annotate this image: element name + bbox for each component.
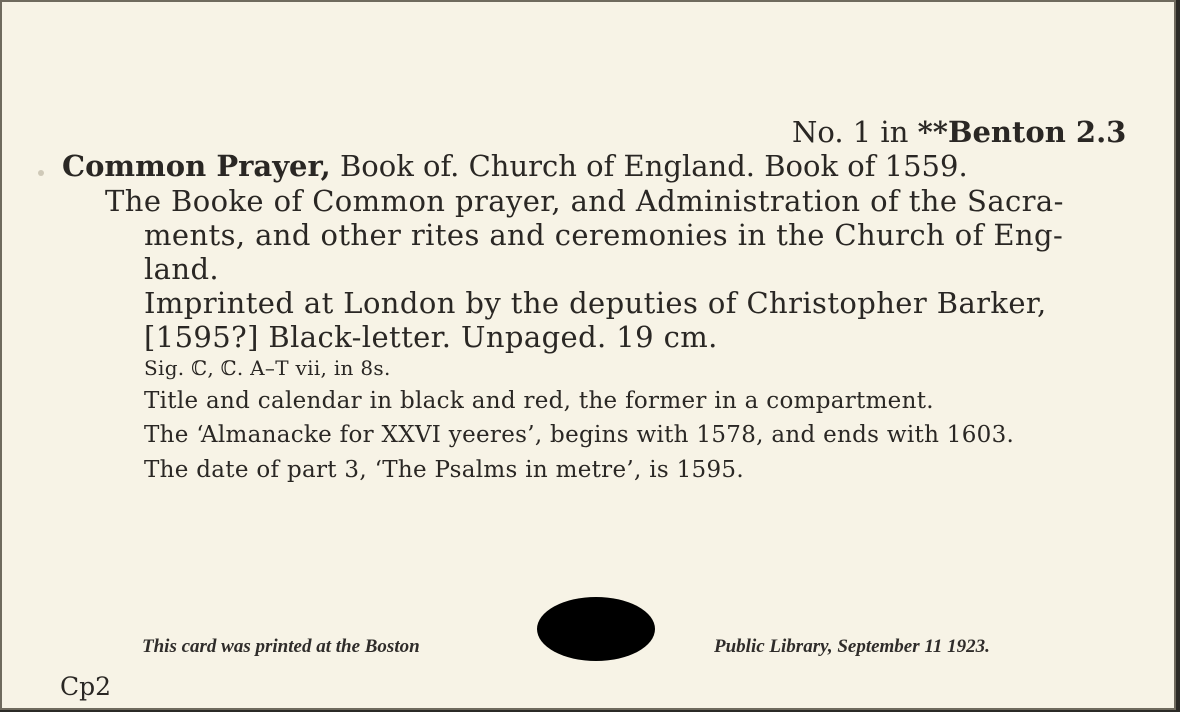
call-number xyxy=(792,115,1126,149)
signature-note: Sig. ℂ, ℂ. A–T vii, in 8s. xyxy=(144,356,391,380)
title-line: The Booke of Common prayer, and Administration of the Sacra- xyxy=(105,184,1064,218)
note-line: The ‘Almanacke for XXVI yeeres’, begins with 1578, and ends with 1603. xyxy=(144,422,1015,448)
heading-rest: Book of. Church of England. Book of 1559. xyxy=(330,149,968,183)
title-line: ments, and other rites and ceremonies in the Church of Eng- xyxy=(144,218,1064,252)
main-heading xyxy=(62,149,968,183)
footer-printed-left: This card was printed at the Boston xyxy=(142,636,420,657)
call-number-shelf: **Benton 2.3 xyxy=(917,115,1127,149)
title-line: land. xyxy=(144,252,220,286)
imprint-line: [1595?] Black-letter. Unpaged. 19 cm. xyxy=(144,320,718,354)
bullet-dot xyxy=(38,170,44,176)
note-line: Title and calendar in black and red, the former in a compartment. xyxy=(144,388,934,414)
imprint-line: Imprinted at London by the deputies of Christopher Barker, xyxy=(144,286,1047,320)
note-line: The date of part 3, ‘The Psalms in metre’, is 1595. xyxy=(144,457,744,483)
card-number: Cp2 xyxy=(60,672,112,701)
footer-printed-right: Public Library, September 11 1923. xyxy=(714,636,990,657)
heading-bold: Common Prayer, xyxy=(62,149,331,183)
ink-blot xyxy=(537,597,655,661)
call-number-prefix: No. 1 in xyxy=(792,115,918,149)
